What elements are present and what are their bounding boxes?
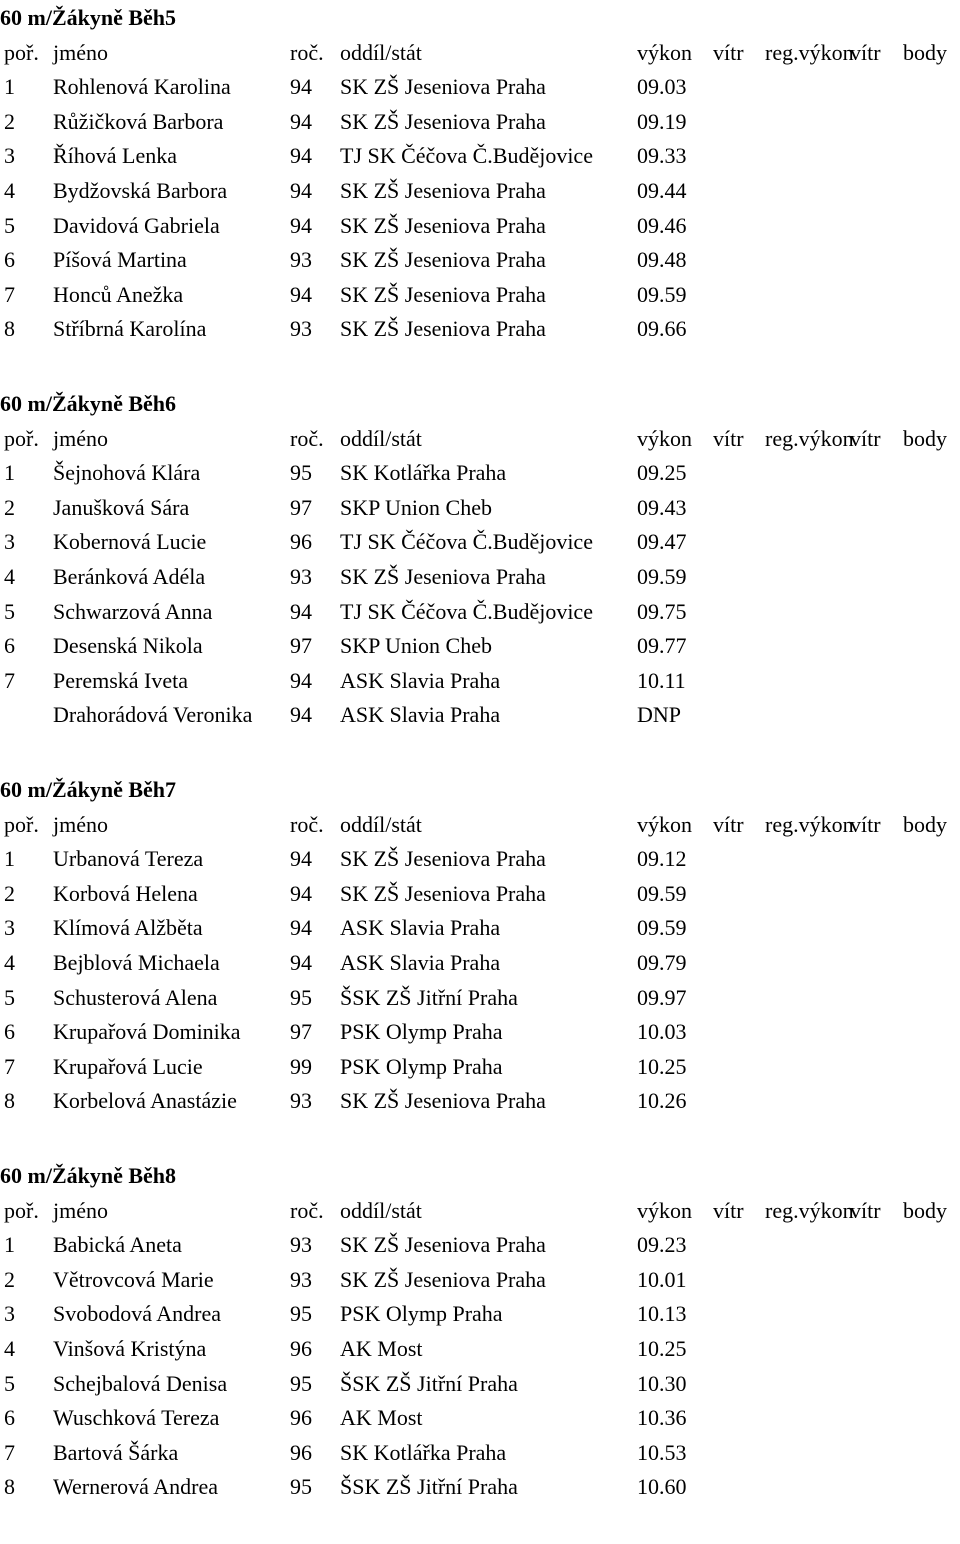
- header-year: roč.: [290, 425, 324, 451]
- result-row: [0, 877, 960, 912]
- rank-cell: 1: [4, 460, 15, 486]
- header-wind: vítr: [713, 39, 744, 65]
- birth-year: 95: [290, 1301, 312, 1327]
- column-header-row: [0, 1194, 960, 1229]
- birth-year: 93: [290, 1266, 312, 1292]
- result-row: [0, 1470, 960, 1505]
- rank-cell: 1: [4, 1232, 15, 1258]
- result-time: 10.30: [637, 1370, 687, 1396]
- rank-cell: 5: [4, 212, 15, 238]
- club-name: SK ZŠ Jeseniova Praha: [340, 281, 546, 307]
- birth-year: 95: [290, 1370, 312, 1396]
- rank-cell: 7: [4, 1053, 15, 1079]
- club-name: SK ZŠ Jeseniova Praha: [340, 178, 546, 203]
- athlete-name: Kobernová Lucie: [53, 529, 207, 555]
- birth-year: 94: [290, 108, 312, 134]
- header-performance: výkon: [637, 425, 692, 451]
- club-name: SK ZŠ Jeseniova Praha: [340, 74, 546, 100]
- heat-title: 60 m/Žákyně Běh5: [0, 5, 177, 30]
- birth-year: 96: [290, 1439, 312, 1465]
- result-row: [0, 629, 960, 664]
- athlete-name: Píšová Martina: [53, 247, 187, 273]
- header-reg-performance: reg.výkon: [765, 39, 854, 65]
- club-name: SK ZŠ Jeseniova Praha: [340, 1266, 546, 1292]
- header-wind2: vítr: [850, 39, 881, 65]
- athlete-name: Krupařová Dominika: [53, 1019, 241, 1045]
- birth-year: 93: [290, 1232, 312, 1258]
- athlete-name: Bydžovská Barbora: [53, 178, 228, 203]
- rank-cell: 4: [4, 178, 15, 203]
- birth-year: 95: [290, 460, 312, 486]
- athlete-name: Klímová Alžběta: [53, 915, 203, 941]
- club-name: AK Most: [340, 1336, 423, 1361]
- club-name: ASK Slavia Praha: [340, 915, 501, 941]
- rank-cell: 4: [4, 1336, 15, 1361]
- club-name: SK ZŠ Jeseniova Praha: [340, 846, 546, 872]
- athlete-name: Rohlenová Karolina: [53, 74, 231, 100]
- rank-cell: 3: [4, 1301, 15, 1327]
- result-row: [0, 981, 960, 1016]
- athlete-name: Růžičková Barbora: [53, 108, 224, 134]
- rank-cell: 5: [4, 1370, 15, 1396]
- birth-year: 97: [290, 633, 312, 659]
- club-name: ASK Slavia Praha: [340, 702, 501, 728]
- result-time: 09.23: [637, 1232, 687, 1258]
- result-row: [0, 1401, 960, 1436]
- club-name: AK Most: [340, 1405, 423, 1431]
- result-row: [0, 491, 960, 526]
- birth-year: 94: [290, 281, 312, 307]
- club-name: ŠSK ZŠ Jitřní Praha: [340, 984, 518, 1010]
- result-row: [0, 698, 960, 733]
- birth-year: 94: [290, 846, 312, 872]
- header-name: jméno: [53, 811, 108, 837]
- club-name: SK ZŠ Jeseniova Praha: [340, 108, 546, 134]
- rank-cell: 8: [4, 1088, 15, 1114]
- heat-section: [0, 772, 960, 1158]
- result-time: 09.79: [637, 950, 687, 975]
- birth-year: 97: [290, 1019, 312, 1045]
- header-year: roč.: [290, 811, 324, 837]
- result-time: 09.59: [637, 880, 687, 906]
- birth-year: 94: [290, 667, 312, 693]
- athlete-name: Bartová Šárka: [53, 1439, 179, 1465]
- result-time: 10.53: [637, 1439, 687, 1465]
- rank-cell: 2: [4, 880, 15, 906]
- club-name: PSK Olymp Praha: [340, 1301, 503, 1327]
- birth-year: 93: [290, 247, 312, 273]
- athlete-name: Stříbrná Karolína: [53, 316, 207, 342]
- result-row: [0, 1084, 960, 1119]
- rank-cell: 2: [4, 494, 15, 520]
- result-time: DNP: [637, 702, 682, 728]
- birth-year: 94: [290, 702, 312, 728]
- header-reg-performance: reg.výkon: [765, 425, 854, 451]
- athlete-name: Drahorádová Veronika: [53, 702, 253, 728]
- result-row: [0, 243, 960, 278]
- birth-year: 94: [290, 143, 312, 169]
- result-row: [0, 1263, 960, 1298]
- result-time: 10.25: [637, 1336, 687, 1361]
- result-time: 09.59: [637, 915, 687, 941]
- club-name: SK ZŠ Jeseniova Praha: [340, 1088, 546, 1114]
- header-rank: poř.: [4, 1197, 39, 1223]
- rank-cell: 4: [4, 950, 15, 975]
- header-wind: vítr: [713, 425, 744, 451]
- result-row: [0, 595, 960, 630]
- column-header-row: [0, 36, 960, 71]
- birth-year: 96: [290, 1336, 312, 1361]
- rank-cell: 6: [4, 247, 15, 273]
- header-wind2: vítr: [850, 1197, 881, 1223]
- club-name: SK ZŠ Jeseniova Praha: [340, 880, 546, 906]
- header-name: jméno: [53, 1197, 108, 1223]
- header-club: oddíl/stát: [340, 39, 422, 65]
- athlete-name: Krupařová Lucie: [53, 1053, 203, 1079]
- rank-cell: 3: [4, 915, 15, 941]
- result-row: [0, 1050, 960, 1085]
- rank-cell: 6: [4, 633, 15, 659]
- header-performance: výkon: [637, 1197, 692, 1223]
- header-rank: poř.: [4, 39, 39, 65]
- header-club: oddíl/stát: [340, 425, 422, 451]
- header-points: body: [903, 811, 947, 837]
- club-name: TJ SK Čéčova Č.Budějovice: [340, 598, 593, 624]
- heat-title: 60 m/Žákyně Běh7: [0, 777, 177, 802]
- athlete-name: Davidová Gabriela: [53, 212, 220, 238]
- rank-cell: 5: [4, 984, 15, 1010]
- result-row: [0, 278, 960, 313]
- club-name: PSK Olymp Praha: [340, 1053, 503, 1079]
- rank-cell: 2: [4, 1266, 15, 1292]
- header-wind2: vítr: [850, 425, 881, 451]
- athlete-name: Schwarzová Anna: [53, 598, 213, 624]
- rank-cell: 2: [4, 108, 15, 134]
- heat-title: 60 m/Žákyně Běh6: [0, 391, 177, 416]
- result-time: 10.25: [637, 1053, 687, 1079]
- rank-cell: 1: [4, 74, 15, 100]
- result-time: 09.33: [637, 143, 687, 169]
- club-name: ASK Slavia Praha: [340, 950, 501, 975]
- header-performance: výkon: [637, 39, 692, 65]
- athlete-name: Korbelová Anastázie: [53, 1088, 237, 1114]
- result-row: [0, 560, 960, 595]
- header-wind: vítr: [713, 1197, 744, 1223]
- header-reg-performance: reg.výkon: [765, 1197, 854, 1223]
- athlete-name: Beránková Adéla: [53, 564, 206, 589]
- header-year: roč.: [290, 39, 324, 65]
- athlete-name: Říhová Lenka: [53, 143, 178, 169]
- result-time: 09.77: [637, 633, 687, 659]
- result-time: 10.11: [637, 667, 686, 693]
- club-name: TJ SK Čéčova Č.Budějovice: [340, 529, 593, 555]
- athlete-name: Desenská Nikola: [53, 633, 203, 659]
- result-time: 09.47: [637, 529, 687, 555]
- athlete-name: Schejbalová Denisa: [53, 1370, 228, 1396]
- header-wind2: vítr: [850, 811, 881, 837]
- result-row: [0, 911, 960, 946]
- result-time: 10.13: [637, 1301, 687, 1327]
- club-name: SK Kotlářka Praha: [340, 460, 507, 486]
- club-name: SK ZŠ Jeseniova Praha: [340, 564, 546, 589]
- athlete-name: Vinšová Kristýna: [53, 1336, 207, 1361]
- athlete-name: Šejnohová Klára: [53, 460, 201, 486]
- birth-year: 94: [290, 178, 312, 203]
- header-name: jméno: [53, 425, 108, 451]
- athlete-name: Bejblová Michaela: [53, 950, 220, 975]
- result-time: 09.12: [637, 846, 687, 872]
- header-club: oddíl/stát: [340, 1197, 422, 1223]
- result-row: [0, 1015, 960, 1050]
- result-row: [0, 1332, 960, 1367]
- result-time: 10.36: [637, 1405, 687, 1431]
- rank-cell: 7: [4, 667, 15, 693]
- birth-year: 94: [290, 915, 312, 941]
- athlete-name: Urbanová Tereza: [53, 846, 204, 872]
- birth-year: 94: [290, 950, 312, 975]
- heat-section: [0, 0, 960, 386]
- club-name: ŠSK ZŠ Jitřní Praha: [340, 1370, 518, 1396]
- birth-year: 93: [290, 564, 312, 589]
- result-row: [0, 209, 960, 244]
- result-time: 09.25: [637, 460, 687, 486]
- birth-year: 93: [290, 1088, 312, 1114]
- club-name: ASK Slavia Praha: [340, 667, 501, 693]
- heat-section: [0, 386, 960, 772]
- rank-cell: 3: [4, 529, 15, 555]
- result-time: 09.03: [637, 74, 687, 100]
- club-name: SK Kotlářka Praha: [340, 1439, 507, 1465]
- header-points: body: [903, 39, 947, 65]
- athlete-name: Schusterová Alena: [53, 984, 218, 1010]
- birth-year: 94: [290, 212, 312, 238]
- header-points: body: [903, 425, 947, 451]
- result-row: [0, 139, 960, 174]
- result-row: [0, 842, 960, 877]
- header-name: jméno: [53, 39, 108, 65]
- result-time: 09.44: [637, 178, 687, 203]
- rank-cell: 8: [4, 1474, 15, 1500]
- column-header-row: [0, 422, 960, 457]
- athlete-name: Honců Anežka: [53, 281, 184, 307]
- header-points: body: [903, 1197, 947, 1223]
- result-row: [0, 525, 960, 560]
- result-time: 09.75: [637, 598, 687, 624]
- athlete-name: Peremská Iveta: [53, 667, 188, 693]
- athlete-name: Wernerová Andrea: [53, 1474, 218, 1500]
- column-header-row: [0, 808, 960, 843]
- result-time: 10.03: [637, 1019, 687, 1045]
- rank-cell: 6: [4, 1405, 15, 1431]
- rank-cell: 4: [4, 564, 15, 589]
- athlete-name: Wuschková Tereza: [53, 1405, 220, 1431]
- birth-year: 95: [290, 984, 312, 1010]
- result-time: 10.60: [637, 1474, 687, 1500]
- club-name: TJ SK Čéčova Č.Budějovice: [340, 143, 593, 169]
- club-name: SK ZŠ Jeseniova Praha: [340, 1232, 546, 1258]
- birth-year: 95: [290, 1474, 312, 1500]
- rank-cell: 7: [4, 1439, 15, 1465]
- result-time: 09.46: [637, 212, 687, 238]
- header-club: oddíl/stát: [340, 811, 422, 837]
- result-time: 09.97: [637, 984, 687, 1010]
- header-rank: poř.: [4, 811, 39, 837]
- heat-section: [0, 1158, 960, 1544]
- result-time: 10.26: [637, 1088, 687, 1114]
- result-row: [0, 1297, 960, 1332]
- result-row: [0, 312, 960, 347]
- birth-year: 99: [290, 1053, 312, 1079]
- header-year: roč.: [290, 1197, 324, 1223]
- result-time: 09.59: [637, 564, 687, 589]
- club-name: SK ZŠ Jeseniova Praha: [340, 247, 546, 273]
- result-time: 09.66: [637, 316, 687, 342]
- rank-cell: 5: [4, 598, 15, 624]
- birth-year: 96: [290, 1405, 312, 1431]
- result-row: [0, 70, 960, 105]
- club-name: SK ZŠ Jeseniova Praha: [340, 212, 546, 238]
- athlete-name: Korbová Helena: [53, 880, 198, 906]
- result-row: [0, 946, 960, 981]
- result-row: [0, 1367, 960, 1402]
- result-row: [0, 174, 960, 209]
- rank-cell: 8: [4, 316, 15, 342]
- header-reg-performance: reg.výkon: [765, 811, 854, 837]
- rank-cell: 1: [4, 846, 15, 872]
- result-row: [0, 1436, 960, 1471]
- athlete-name: Svobodová Andrea: [53, 1301, 222, 1327]
- result-row: [0, 1228, 960, 1263]
- heat-title: 60 m/Žákyně Běh8: [0, 1163, 177, 1188]
- result-row: [0, 456, 960, 491]
- header-performance: výkon: [637, 811, 692, 837]
- result-time: 09.43: [637, 494, 687, 520]
- birth-year: 94: [290, 598, 312, 624]
- result-time: 09.48: [637, 247, 687, 273]
- club-name: SK ZŠ Jeseniova Praha: [340, 316, 546, 342]
- result-time: 09.19: [637, 108, 687, 134]
- birth-year: 96: [290, 529, 312, 555]
- birth-year: 94: [290, 74, 312, 100]
- result-time: 10.01: [637, 1266, 687, 1292]
- header-rank: poř.: [4, 425, 39, 451]
- header-wind: vítr: [713, 811, 744, 837]
- athlete-name: Větrovcová Marie: [53, 1266, 214, 1292]
- club-name: ŠSK ZŠ Jitřní Praha: [340, 1474, 518, 1500]
- result-row: [0, 664, 960, 699]
- result-row: [0, 105, 960, 140]
- club-name: PSK Olymp Praha: [340, 1019, 503, 1045]
- athlete-name: Janušková Sára: [53, 494, 190, 520]
- rank-cell: 7: [4, 281, 15, 307]
- club-name: SKP Union Cheb: [340, 494, 492, 520]
- birth-year: 94: [290, 880, 312, 906]
- rank-cell: 3: [4, 143, 15, 169]
- club-name: SKP Union Cheb: [340, 633, 492, 659]
- rank-cell: 6: [4, 1019, 15, 1045]
- birth-year: 93: [290, 316, 312, 342]
- athlete-name: Babická Aneta: [53, 1232, 182, 1258]
- birth-year: 97: [290, 494, 312, 520]
- result-time: 09.59: [637, 281, 687, 307]
